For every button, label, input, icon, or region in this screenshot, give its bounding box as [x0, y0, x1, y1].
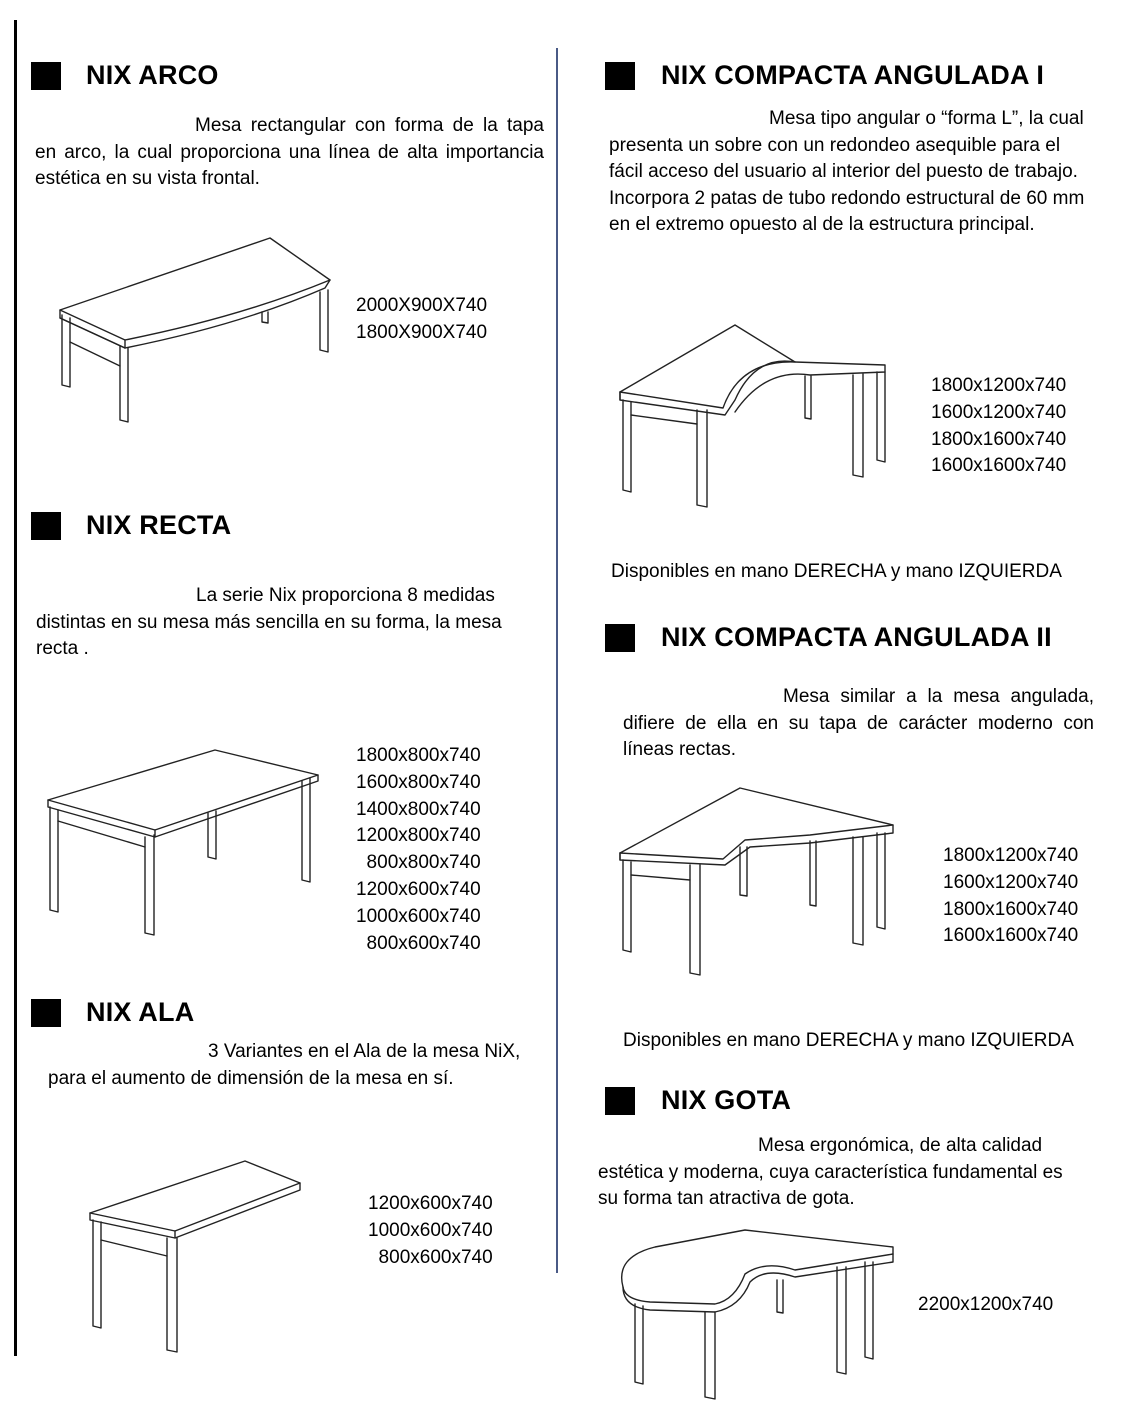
section-title-angulada-1: NIX COMPACTA ANGULADA I: [661, 60, 1045, 90]
sizes-arco: 2000X900X740 1800X900X740: [356, 295, 488, 343]
desk-illustration-recta: [40, 745, 340, 945]
section-description-gota: Mesa ergonómica, de alta calidad estética y moderna, cuya característica fundamental es su forma tan atractiva de gota.: [598, 1135, 1063, 1209]
section-bullet: [605, 624, 635, 652]
section-title-arco: NIX ARCO: [86, 60, 219, 90]
desk-illustration-angulada-1: [615, 320, 905, 520]
desk-illustration-angulada-2: [615, 785, 905, 985]
sizes-gota: 2200x1200x740: [918, 1294, 1054, 1315]
section-description-ala: 3 Variantes en el Ala de la mesa NiX, para el aumento de dimensión de la mesa en sí.: [48, 1041, 521, 1089]
section-title-gota: NIX GOTA: [661, 1085, 792, 1115]
section-bullet: [31, 62, 61, 90]
section-bullet: [605, 1087, 635, 1115]
section-bullet: [31, 512, 61, 540]
section-description-angulada-1: Mesa tipo angular o “forma L”, la cual presenta un sobre con un redondeo asequible para el fácil acceso del usuario al interior del puesto de trabajo. Incorpora 2 patas de tubo redondo estructural de 60 mm en el extremo opuesto al de la estructura principal.: [609, 108, 1085, 235]
section-title-ala: NIX ALA: [86, 997, 195, 1027]
section-title-angulada-2: NIX COMPACTA ANGULADA II: [661, 622, 1052, 652]
availability-note-angulada-1: Disponibles en mano DERECHA y mano IZQUIERDA: [611, 561, 1062, 582]
column-divider: [556, 48, 558, 1273]
sizes-angulada-2: 1800x1200x740 1600x1200x740 1800x1600x740 1600x1600x740: [943, 845, 1079, 947]
sizes-recta: 1800x800x740 1600x800x740 1400x800x740 1200x800x740 800x800x740 1200x600x740 1000x600x740 800x600x740: [356, 745, 481, 954]
desk-illustration-arco: [50, 230, 350, 430]
section-description-arco: Mesa rectangular con forma de la tapa en arco, la cual proporciona una línea de alta importancia estética en su vista frontal.: [35, 115, 544, 189]
section-description-recta: La serie Nix proporciona 8 medidas distintas en su mesa más sencilla en su forma, la mesa recta .: [36, 585, 502, 659]
sizes-angulada-1: 1800x1200x740 1600x1200x740 1800x1600x740 1600x1600x740: [931, 375, 1067, 477]
section-bullet: [31, 999, 61, 1027]
left-border-line: [14, 20, 17, 1356]
sizes-ala: 1200x600x740 1000x600x740 800x600x740: [368, 1193, 493, 1268]
desk-illustration-gota: [615, 1222, 905, 1402]
section-title-recta: NIX RECTA: [86, 510, 232, 540]
availability-note-angulada-2: Disponibles en mano DERECHA y mano IZQUIERDA: [623, 1030, 1074, 1051]
section-description-angulada-2: Mesa similar a la mesa angulada, difiere de ella en su tapa de carácter moderno con líneas rectas.: [623, 686, 1094, 760]
desk-illustration-ala: [85, 1158, 315, 1358]
section-bullet: [605, 62, 635, 90]
